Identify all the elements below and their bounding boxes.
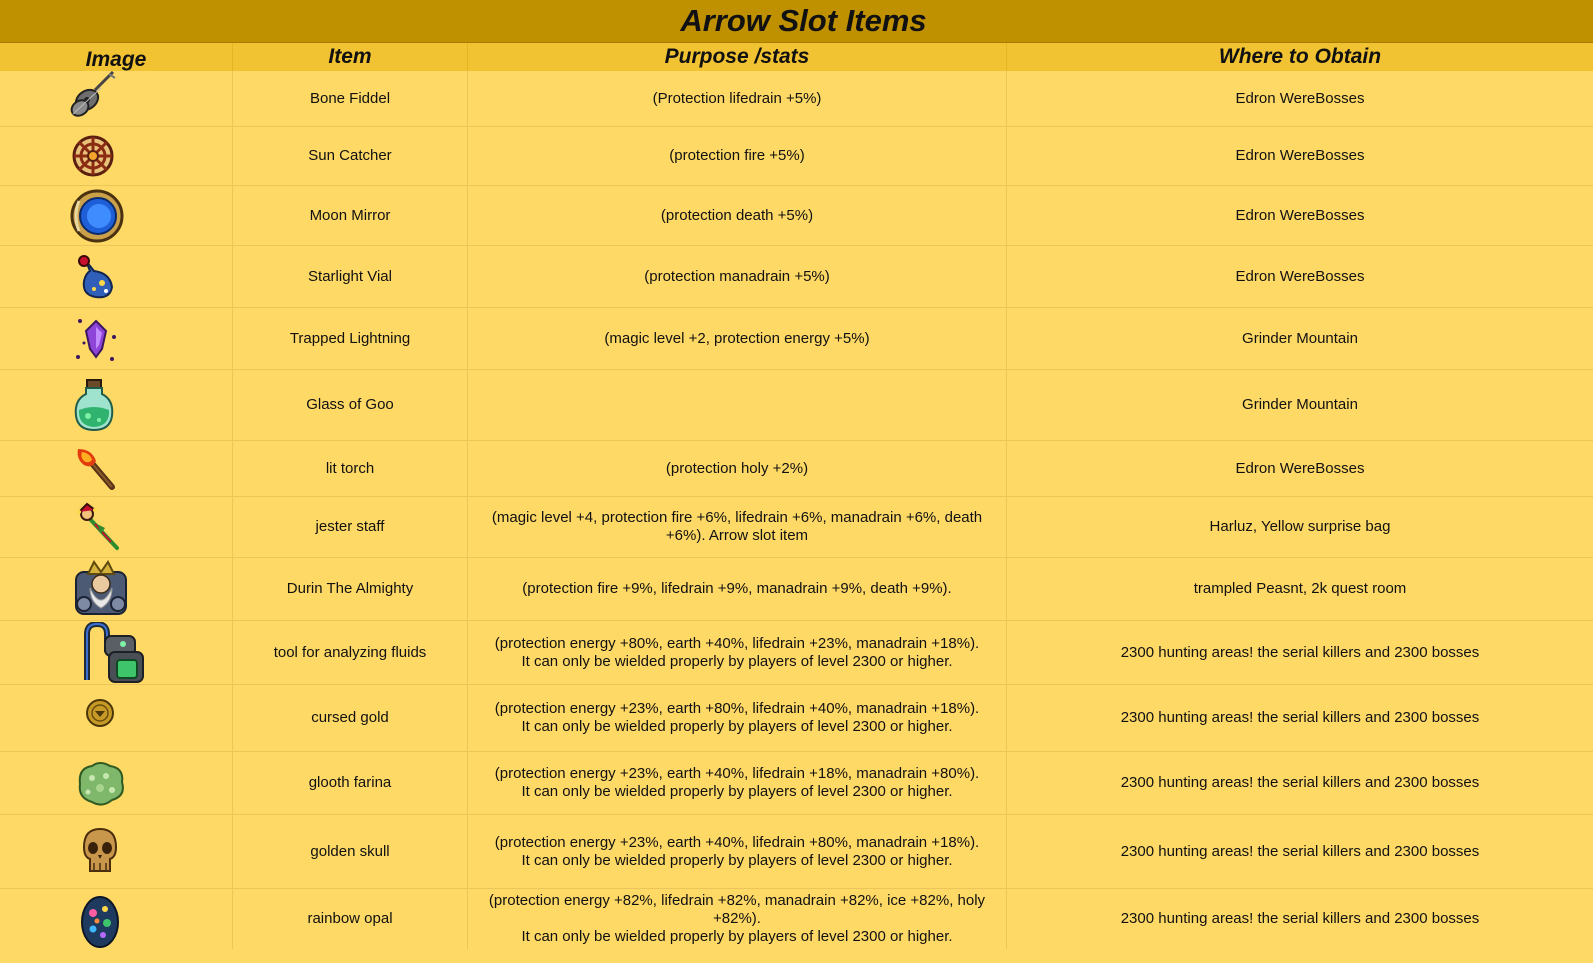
column-header-where[interactable]: Where to Obtain — [1218, 45, 1382, 68]
item-purpose[interactable]: (Protection lifedrain +5%) — [468, 71, 1007, 126]
starlight-vial-icon — [72, 253, 120, 301]
item-purpose[interactable]: (protection manadrain +5%) — [468, 246, 1007, 307]
item-purpose[interactable]: (protection energy +23%, earth +80%, lifedrain +40%, manadrain +18%). It can only be wielded properly by players of level 2300 or higher. — [468, 685, 1007, 751]
table-row — [0, 71, 1593, 127]
table-row — [0, 621, 1593, 685]
glass-of-goo-icon — [72, 378, 116, 432]
item-name[interactable]: Moon Mirror — [233, 186, 468, 245]
table-row — [0, 889, 1593, 949]
column-header-row — [0, 43, 1593, 71]
item-name[interactable]: rainbow opal — [233, 889, 468, 949]
rainbow-opal-icon — [79, 895, 121, 949]
item-source[interactable]: 2300 hunting areas! the serial killers and 2300 bosses — [1120, 774, 1480, 791]
golden-skull-icon — [80, 827, 120, 877]
sheet-title — [0, 0, 1593, 43]
column-header-image[interactable]: Image — [0, 43, 233, 71]
item-name[interactable]: cursed gold — [233, 685, 468, 751]
item-name[interactable]: Durin The Almighty — [233, 558, 468, 620]
item-purpose[interactable]: (protection fire +9%, lifedrain +9%, manadrain +9%, death +9%). — [468, 558, 1007, 620]
jester-staff-icon — [75, 502, 123, 552]
item-source[interactable]: Harluz, Yellow surprise bag — [1209, 518, 1391, 535]
table-row — [0, 497, 1593, 558]
item-name[interactable]: Sun Catcher — [233, 127, 468, 185]
fluid-analyzer-icon — [79, 622, 145, 684]
item-source[interactable]: 2300 hunting areas! the serial killers and 2300 bosses — [1120, 910, 1480, 927]
item-source[interactable]: Grinder Mountain — [1242, 329, 1358, 347]
item-purpose[interactable]: (protection energy +80%, earth +40%, lifedrain +23%, manadrain +18%). It can only be wielded properly by players of level 2300 or higher. — [468, 621, 1007, 684]
image-cell[interactable] — [0, 685, 233, 751]
table-row — [0, 558, 1593, 621]
item-source[interactable]: Edron WereBosses — [1235, 267, 1365, 285]
item-source[interactable]: 2300 hunting areas! the serial killers and 2300 bosses — [1120, 842, 1480, 860]
image-cell[interactable] — [0, 71, 233, 126]
table-row — [0, 186, 1593, 246]
table-row — [0, 246, 1593, 308]
item-name[interactable]: tool for analyzing fluids — [233, 621, 468, 684]
trapped-lightning-icon — [72, 313, 120, 365]
glooth-farina-icon — [74, 758, 128, 808]
durin-icon — [72, 560, 130, 618]
image-cell[interactable] — [0, 752, 233, 814]
item-name[interactable]: Bone Fiddel — [233, 71, 468, 126]
item-purpose[interactable]: (magic level +2, protection energy +5%) — [468, 308, 1007, 369]
item-source[interactable]: Edron WereBosses — [1235, 206, 1365, 224]
item-purpose[interactable]: (protection energy +82%, lifedrain +82%, manadrain +82%, ice +82%, holy +82%). It can only be wielded properly by players of level 2300 or higher. — [468, 889, 1007, 949]
item-purpose[interactable]: (magic level +4, protection fire +6%, lifedrain +6%, manadrain +6%, death +6%). Arrow slot item — [468, 497, 1007, 557]
item-name[interactable]: Starlight Vial — [233, 246, 468, 307]
image-cell[interactable] — [0, 186, 233, 245]
image-cell[interactable] — [0, 246, 233, 307]
bone-fiddle-icon — [65, 71, 121, 122]
table-row — [0, 685, 1593, 752]
item-source[interactable]: 2300 hunting areas! the serial killers and 2300 bosses — [1120, 709, 1480, 726]
item-source[interactable]: Edron WereBosses — [1235, 89, 1365, 107]
item-source[interactable]: Edron WereBosses — [1235, 459, 1365, 477]
item-name[interactable]: lit torch — [233, 441, 468, 496]
item-name[interactable]: Glass of Goo — [233, 370, 468, 440]
cursed-gold-icon — [85, 698, 115, 728]
image-cell[interactable] — [0, 308, 233, 369]
table-row — [0, 127, 1593, 186]
table-row — [0, 815, 1593, 889]
column-header-purpose[interactable]: Purpose /stats — [468, 43, 1007, 71]
item-source[interactable]: trampled Peasnt, 2k quest room — [1193, 580, 1407, 597]
item-purpose[interactable]: (protection energy +23%, earth +40%, lifedrain +80%, manadrain +18%). It can only be wielded properly by players of level 2300 or higher. — [468, 815, 1007, 888]
item-name[interactable]: Trapped Lightning — [233, 308, 468, 369]
item-source[interactable]: 2300 hunting areas! the serial killers and 2300 bosses — [1120, 643, 1480, 661]
image-cell[interactable] — [0, 815, 233, 888]
sheet-title-text: Arrow Slot Items — [680, 3, 927, 38]
table-body — [0, 71, 1593, 949]
image-cell[interactable] — [0, 370, 233, 440]
item-purpose[interactable] — [468, 370, 1007, 440]
item-name[interactable]: glooth farina — [233, 752, 468, 814]
item-purpose[interactable]: (protection energy +23%, earth +40%, lifedrain +18%, manadrain +80%). It can only be wielded properly by players of level 2300 or higher. — [468, 752, 1007, 814]
item-purpose[interactable]: (protection fire +5%) — [468, 127, 1007, 185]
table-row — [0, 752, 1593, 815]
item-name[interactable]: jester staff — [233, 497, 468, 557]
table-row — [0, 370, 1593, 441]
image-cell[interactable] — [0, 127, 233, 185]
image-cell[interactable] — [0, 441, 233, 496]
item-purpose[interactable]: (protection holy +2%) — [468, 441, 1007, 496]
image-cell[interactable] — [0, 558, 233, 620]
sun-catcher-icon — [69, 132, 117, 180]
image-cell[interactable] — [0, 889, 233, 949]
image-cell[interactable] — [0, 621, 233, 684]
table-row — [0, 308, 1593, 370]
item-purpose[interactable]: (protection death +5%) — [468, 186, 1007, 245]
lit-torch-icon — [74, 445, 118, 493]
item-source[interactable]: Edron WereBosses — [1235, 147, 1365, 164]
item-source[interactable]: Grinder Mountain — [1242, 396, 1358, 413]
image-cell[interactable] — [0, 497, 233, 557]
moon-mirror-icon — [69, 189, 125, 243]
column-header-item[interactable]: Item — [233, 43, 468, 71]
table-row — [0, 441, 1593, 497]
item-name[interactable]: golden skull — [233, 815, 468, 888]
